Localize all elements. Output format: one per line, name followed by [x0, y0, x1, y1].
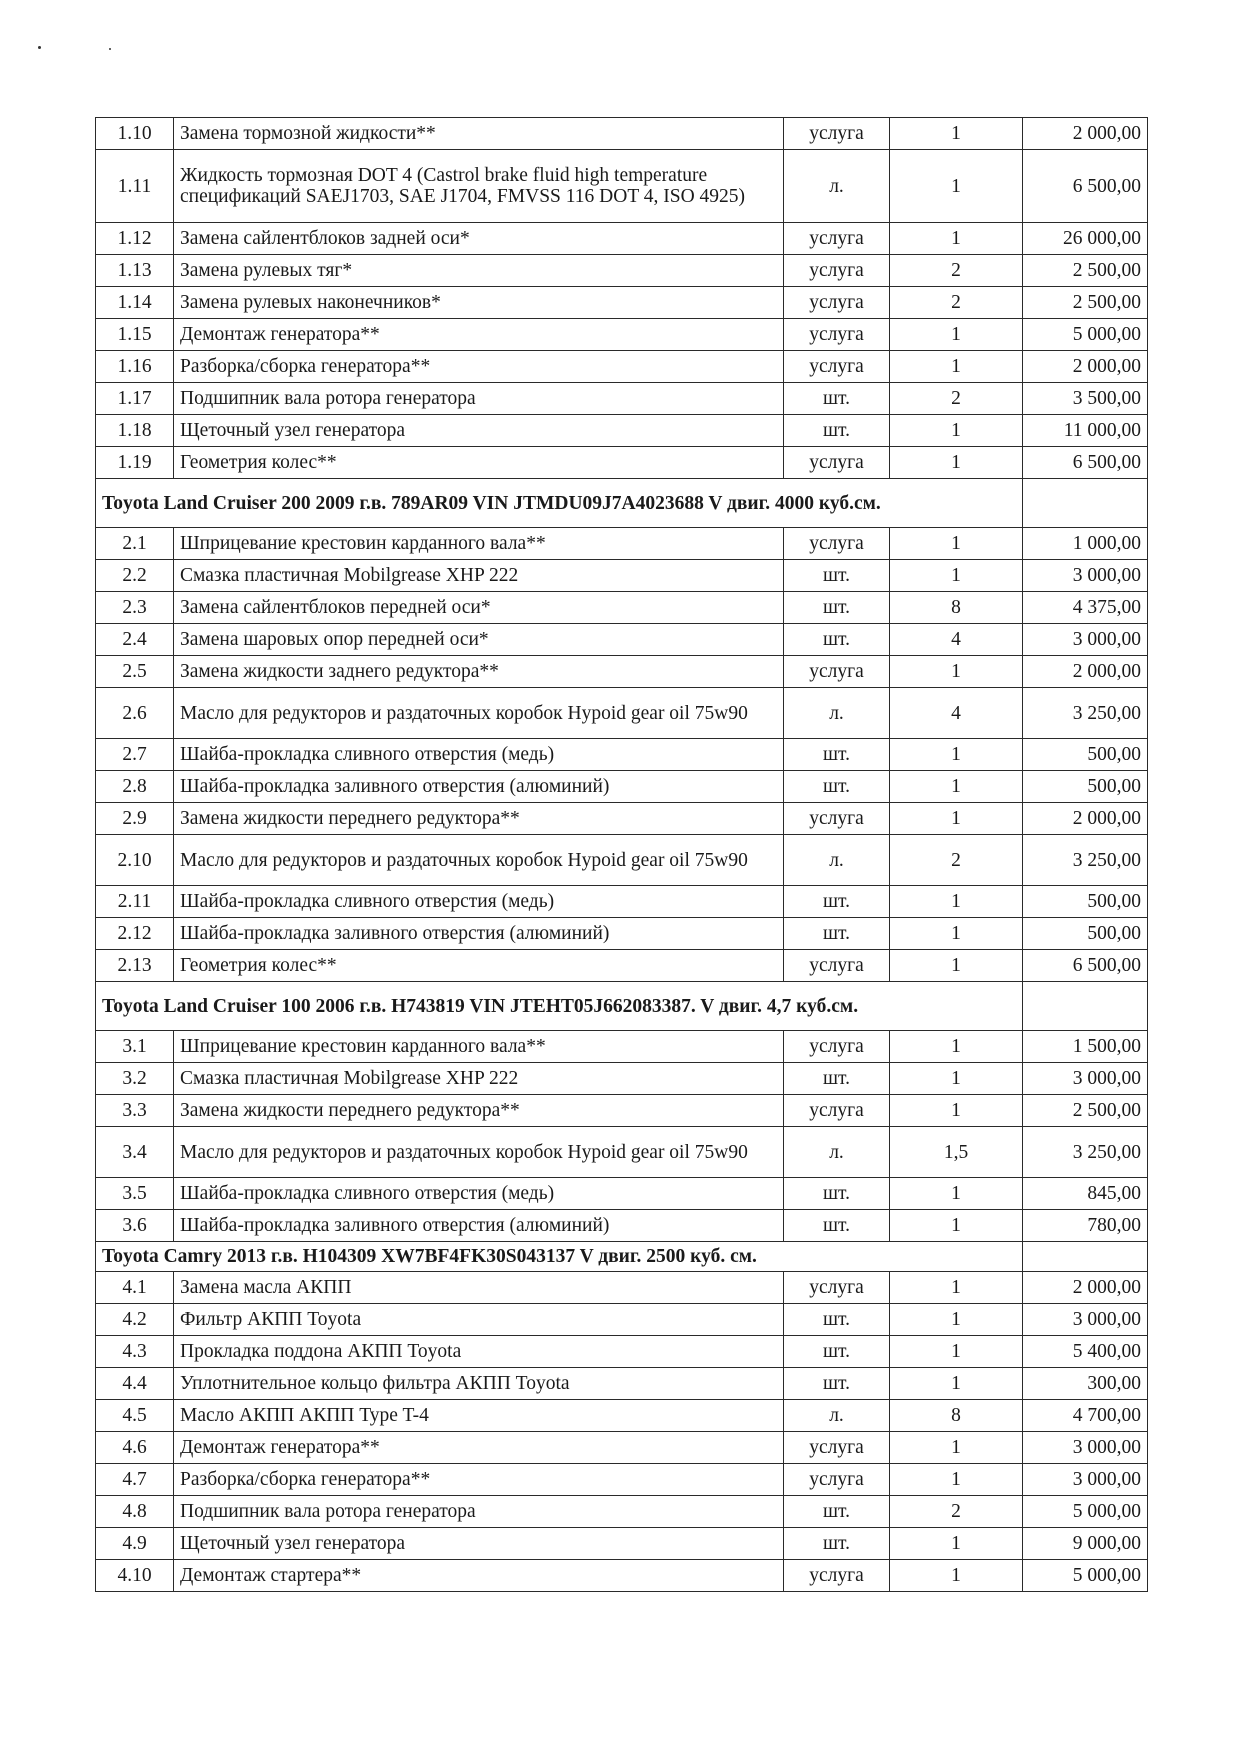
- item-name: Замена рулевых тяг*: [174, 255, 784, 287]
- item-name: Замена тормозной жидкости**: [174, 118, 784, 150]
- item-name: Шайба-прокладка сливного отверстия (медь): [174, 886, 784, 918]
- item-price: 1 000,00: [1023, 528, 1148, 560]
- table-row: [96, 1400, 1148, 1432]
- item-name: Шприцевание крестовин карданного вала**: [174, 528, 784, 560]
- table-row: [96, 1336, 1148, 1368]
- item-number: 2.2: [96, 560, 174, 592]
- item-name: Подшипник вала ротора генератора: [174, 1496, 784, 1528]
- table-row: [96, 351, 1148, 383]
- table-row: [96, 1560, 1148, 1592]
- item-unit: шт.: [784, 739, 890, 771]
- item-unit: услуга: [784, 656, 890, 688]
- item-unit: л.: [784, 1400, 890, 1432]
- item-price: 26 000,00: [1023, 223, 1148, 255]
- item-price: 11 000,00: [1023, 415, 1148, 447]
- table-row: [96, 771, 1148, 803]
- table-row: [96, 383, 1148, 415]
- item-unit: л.: [784, 150, 890, 223]
- item-number: 4.9: [96, 1528, 174, 1560]
- item-quantity: 1: [890, 1368, 1023, 1400]
- item-price: 2 500,00: [1023, 1095, 1148, 1127]
- table-row: [96, 803, 1148, 835]
- item-price: 2 000,00: [1023, 803, 1148, 835]
- item-name: Фильтр АКПП Toyota: [174, 1304, 784, 1336]
- item-quantity: 1: [890, 560, 1023, 592]
- item-name: Масло для редукторов и раздаточных коробок Hypoid gear oil 75w90: [174, 835, 784, 886]
- item-quantity: 1: [890, 1095, 1023, 1127]
- item-name: Шайба-прокладка заливного отверстия (алюминий): [174, 771, 784, 803]
- item-number: 2.11: [96, 886, 174, 918]
- item-quantity: 4: [890, 624, 1023, 656]
- item-unit: шт.: [784, 1178, 890, 1210]
- item-quantity: 1: [890, 528, 1023, 560]
- item-price: 500,00: [1023, 739, 1148, 771]
- item-quantity: 1: [890, 1336, 1023, 1368]
- item-price: 2 000,00: [1023, 118, 1148, 150]
- item-quantity: 2: [890, 1496, 1023, 1528]
- item-number: 4.3: [96, 1336, 174, 1368]
- item-quantity: 1: [890, 739, 1023, 771]
- item-number: 2.7: [96, 739, 174, 771]
- item-unit: шт.: [784, 560, 890, 592]
- section-title: Toyota Land Cruiser 200 2009 г.в. 789AR09 VIN JTMDU09J7A4023688 V двиг. 4000 куб.см.: [96, 479, 1023, 528]
- item-unit: услуга: [784, 351, 890, 383]
- item-price: 3 000,00: [1023, 1432, 1148, 1464]
- price-estimate-table: [95, 117, 1148, 1592]
- item-number: 2.10: [96, 835, 174, 886]
- table-row: [96, 319, 1148, 351]
- item-price: 845,00: [1023, 1178, 1148, 1210]
- item-unit: услуга: [784, 1031, 890, 1063]
- item-number: 4.1: [96, 1272, 174, 1304]
- item-unit: шт.: [784, 918, 890, 950]
- table-row: [96, 150, 1148, 223]
- table-row: [96, 287, 1148, 319]
- item-unit: услуга: [784, 950, 890, 982]
- table-row: [96, 886, 1148, 918]
- item-unit: шт.: [784, 624, 890, 656]
- item-number: 2.12: [96, 918, 174, 950]
- section-title: Toyota Land Cruiser 100 2006 г.в. H743819 VIN JTEHT05J662083387. V двиг. 4,7 куб.см.: [96, 982, 1023, 1031]
- table-row: [96, 560, 1148, 592]
- item-number: 4.10: [96, 1560, 174, 1592]
- item-number: 3.4: [96, 1127, 174, 1178]
- item-unit: шт.: [784, 1210, 890, 1242]
- item-quantity: 1: [890, 1560, 1023, 1592]
- table-row: [96, 1304, 1148, 1336]
- table-row: [96, 1432, 1148, 1464]
- table-row: [96, 624, 1148, 656]
- item-name: Шайба-прокладка заливного отверстия (алюминий): [174, 918, 784, 950]
- item-quantity: 1: [890, 886, 1023, 918]
- item-quantity: 1: [890, 1304, 1023, 1336]
- table-row: [96, 1210, 1148, 1242]
- item-price: 9 000,00: [1023, 1528, 1148, 1560]
- item-price: 3 000,00: [1023, 1063, 1148, 1095]
- section-header-row: [96, 982, 1148, 1031]
- item-name: Замена жидкости заднего редуктора**: [174, 656, 784, 688]
- item-name: Смазка пластичная Mobilgrease XHP 222: [174, 1063, 784, 1095]
- item-unit: шт.: [784, 1063, 890, 1095]
- table-row: [96, 918, 1148, 950]
- item-quantity: 1,5: [890, 1127, 1023, 1178]
- table-row: [96, 1031, 1148, 1063]
- item-name: Замена масла АКПП: [174, 1272, 784, 1304]
- item-name: Замена жидкости переднего редуктора**: [174, 1095, 784, 1127]
- item-unit: услуга: [784, 1464, 890, 1496]
- item-name: Смазка пластичная Mobilgrease XHP 222: [174, 560, 784, 592]
- item-name: Демонтаж генератора**: [174, 1432, 784, 1464]
- section-empty-cell: [1023, 982, 1148, 1031]
- item-quantity: 2: [890, 287, 1023, 319]
- table-row: [96, 1127, 1148, 1178]
- item-price: 1 500,00: [1023, 1031, 1148, 1063]
- item-quantity: 1: [890, 415, 1023, 447]
- item-name: Масло для редукторов и раздаточных коробок Hypoid gear oil 75w90: [174, 688, 784, 739]
- item-quantity: 1: [890, 319, 1023, 351]
- item-quantity: 1: [890, 1031, 1023, 1063]
- table-row: [96, 656, 1148, 688]
- item-unit: услуга: [784, 287, 890, 319]
- item-name: Разборка/сборка генератора**: [174, 1464, 784, 1496]
- item-number: 4.5: [96, 1400, 174, 1432]
- item-unit: л.: [784, 835, 890, 886]
- section-title: Toyota Camry 2013 г.в. H104309 XW7BF4FK30S043137 V двиг. 2500 куб. см.: [96, 1242, 1023, 1272]
- item-price: 3 000,00: [1023, 1304, 1148, 1336]
- item-name: Подшипник вала ротора генератора: [174, 383, 784, 415]
- item-price: 5 400,00: [1023, 1336, 1148, 1368]
- item-unit: шт.: [784, 1528, 890, 1560]
- item-unit: услуга: [784, 1432, 890, 1464]
- item-number: 4.8: [96, 1496, 174, 1528]
- table-row: [96, 1095, 1148, 1127]
- item-price: 4 700,00: [1023, 1400, 1148, 1432]
- item-quantity: 1: [890, 1272, 1023, 1304]
- item-number: 3.5: [96, 1178, 174, 1210]
- item-price: 2 000,00: [1023, 656, 1148, 688]
- item-unit: шт.: [784, 1368, 890, 1400]
- item-name: Уплотнительное кольцо фильтра АКПП Toyota: [174, 1368, 784, 1400]
- item-price: 500,00: [1023, 886, 1148, 918]
- table-row: [96, 223, 1148, 255]
- item-name: Шайба-прокладка заливного отверстия (алюминий): [174, 1210, 784, 1242]
- table-row: [96, 255, 1148, 287]
- item-price: 3 250,00: [1023, 835, 1148, 886]
- item-unit: услуга: [784, 319, 890, 351]
- scan-artifact-dot: [38, 46, 41, 49]
- item-name: Замена сайлентблоков задней оси*: [174, 223, 784, 255]
- item-unit: шт.: [784, 383, 890, 415]
- item-quantity: 1: [890, 150, 1023, 223]
- item-price: 5 000,00: [1023, 319, 1148, 351]
- item-price: 3 250,00: [1023, 1127, 1148, 1178]
- item-price: 780,00: [1023, 1210, 1148, 1242]
- item-number: 1.11: [96, 150, 174, 223]
- item-name: Прокладка поддона АКПП Toyota: [174, 1336, 784, 1368]
- item-number: 2.5: [96, 656, 174, 688]
- item-price: 4 375,00: [1023, 592, 1148, 624]
- item-number: 1.12: [96, 223, 174, 255]
- table-row: [96, 1178, 1148, 1210]
- item-unit: л.: [784, 688, 890, 739]
- item-quantity: 1: [890, 1210, 1023, 1242]
- item-price: 2 000,00: [1023, 1272, 1148, 1304]
- item-quantity: 1: [890, 1528, 1023, 1560]
- item-unit: шт.: [784, 1304, 890, 1336]
- item-quantity: 1: [890, 118, 1023, 150]
- item-quantity: 1: [890, 656, 1023, 688]
- item-number: 2.13: [96, 950, 174, 982]
- item-quantity: 1: [890, 351, 1023, 383]
- item-name: Замена жидкости переднего редуктора**: [174, 803, 784, 835]
- section-header-row: [96, 479, 1148, 528]
- item-number: 2.4: [96, 624, 174, 656]
- item-quantity: 1: [890, 1432, 1023, 1464]
- item-number: 1.17: [96, 383, 174, 415]
- item-price: 5 000,00: [1023, 1560, 1148, 1592]
- item-name: Масло для редукторов и раздаточных коробок Hypoid gear oil 75w90: [174, 1127, 784, 1178]
- item-number: 1.13: [96, 255, 174, 287]
- item-name: Замена рулевых наконечников*: [174, 287, 784, 319]
- item-unit: шт.: [784, 1336, 890, 1368]
- item-number: 2.6: [96, 688, 174, 739]
- item-unit: шт.: [784, 415, 890, 447]
- item-price: 2 500,00: [1023, 255, 1148, 287]
- item-number: 1.14: [96, 287, 174, 319]
- item-number: 1.15: [96, 319, 174, 351]
- item-price: 2 000,00: [1023, 351, 1148, 383]
- estimate-table-body: [96, 118, 1148, 1592]
- item-name: Щеточный узел генератора: [174, 415, 784, 447]
- item-number: 2.9: [96, 803, 174, 835]
- item-name: Шайба-прокладка сливного отверстия (медь): [174, 739, 784, 771]
- item-price: 3 000,00: [1023, 1464, 1148, 1496]
- item-name: Шприцевание крестовин карданного вала**: [174, 1031, 784, 1063]
- table-row: [96, 1464, 1148, 1496]
- item-unit: услуга: [784, 1560, 890, 1592]
- item-name: Жидкость тормозная DOT 4 (Castrol brake fluid high temperature спецификаций SAEJ1703, SAE J1704, FMVSS 116 DOT 4, ISO 4925): [174, 150, 784, 223]
- item-number: 2.1: [96, 528, 174, 560]
- item-name: Геометрия колес**: [174, 447, 784, 479]
- table-row: [96, 447, 1148, 479]
- item-price: 300,00: [1023, 1368, 1148, 1400]
- item-number: 1.19: [96, 447, 174, 479]
- item-quantity: 2: [890, 383, 1023, 415]
- item-number: 4.4: [96, 1368, 174, 1400]
- item-number: 2.3: [96, 592, 174, 624]
- item-quantity: 8: [890, 592, 1023, 624]
- item-quantity: 1: [890, 803, 1023, 835]
- item-quantity: 1: [890, 950, 1023, 982]
- section-empty-cell: [1023, 1242, 1148, 1272]
- item-price: 2 500,00: [1023, 287, 1148, 319]
- item-name: Геометрия колес**: [174, 950, 784, 982]
- item-name: Шайба-прокладка сливного отверстия (медь): [174, 1178, 784, 1210]
- item-number: 3.3: [96, 1095, 174, 1127]
- item-number: 1.16: [96, 351, 174, 383]
- item-name: Замена сайлентблоков передней оси*: [174, 592, 784, 624]
- item-price: 5 000,00: [1023, 1496, 1148, 1528]
- item-name: Разборка/сборка генератора**: [174, 351, 784, 383]
- item-quantity: 1: [890, 223, 1023, 255]
- item-number: 4.2: [96, 1304, 174, 1336]
- item-unit: услуга: [784, 528, 890, 560]
- item-number: 2.8: [96, 771, 174, 803]
- section-header-row: [96, 1242, 1148, 1272]
- item-unit: шт.: [784, 592, 890, 624]
- item-unit: л.: [784, 1127, 890, 1178]
- item-price: 6 500,00: [1023, 150, 1148, 223]
- item-name: Масло АКПП АКПП Type T-4: [174, 1400, 784, 1432]
- item-name: Демонтаж стартера**: [174, 1560, 784, 1592]
- item-number: 3.6: [96, 1210, 174, 1242]
- item-unit: услуга: [784, 1095, 890, 1127]
- item-price: 3 250,00: [1023, 688, 1148, 739]
- item-price: 3 500,00: [1023, 383, 1148, 415]
- table-row: [96, 1063, 1148, 1095]
- scan-artifact-dot: [109, 48, 111, 50]
- item-number: 1.18: [96, 415, 174, 447]
- table-row: [96, 835, 1148, 886]
- item-unit: услуга: [784, 803, 890, 835]
- table-row: [96, 415, 1148, 447]
- table-row: [96, 688, 1148, 739]
- item-number: 1.10: [96, 118, 174, 150]
- table-row: [96, 1528, 1148, 1560]
- item-name: Замена шаровых опор передней оси*: [174, 624, 784, 656]
- table-row: [96, 528, 1148, 560]
- table-row: [96, 1272, 1148, 1304]
- item-quantity: 1: [890, 918, 1023, 950]
- item-quantity: 1: [890, 771, 1023, 803]
- table-row: [96, 118, 1148, 150]
- item-price: 3 000,00: [1023, 560, 1148, 592]
- item-unit: шт.: [784, 886, 890, 918]
- section-empty-cell: [1023, 479, 1148, 528]
- item-price: 500,00: [1023, 771, 1148, 803]
- item-unit: услуга: [784, 447, 890, 479]
- item-unit: услуга: [784, 118, 890, 150]
- item-unit: шт.: [784, 771, 890, 803]
- item-quantity: 1: [890, 447, 1023, 479]
- item-number: 4.7: [96, 1464, 174, 1496]
- item-number: 4.6: [96, 1432, 174, 1464]
- item-quantity: 2: [890, 835, 1023, 886]
- item-unit: шт.: [784, 1496, 890, 1528]
- item-price: 6 500,00: [1023, 447, 1148, 479]
- item-unit: услуга: [784, 223, 890, 255]
- item-price: 3 000,00: [1023, 624, 1148, 656]
- item-quantity: 1: [890, 1063, 1023, 1095]
- item-quantity: 4: [890, 688, 1023, 739]
- item-number: 3.2: [96, 1063, 174, 1095]
- item-name: Щеточный узел генератора: [174, 1528, 784, 1560]
- table-row: [96, 592, 1148, 624]
- item-quantity: 8: [890, 1400, 1023, 1432]
- item-quantity: 1: [890, 1464, 1023, 1496]
- table-row: [96, 950, 1148, 982]
- table-row: [96, 739, 1148, 771]
- item-quantity: 2: [890, 255, 1023, 287]
- item-unit: услуга: [784, 1272, 890, 1304]
- item-unit: услуга: [784, 255, 890, 287]
- table-row: [96, 1368, 1148, 1400]
- item-number: 3.1: [96, 1031, 174, 1063]
- table-row: [96, 1496, 1148, 1528]
- item-price: 500,00: [1023, 918, 1148, 950]
- item-quantity: 1: [890, 1178, 1023, 1210]
- item-name: Демонтаж генератора**: [174, 319, 784, 351]
- item-price: 6 500,00: [1023, 950, 1148, 982]
